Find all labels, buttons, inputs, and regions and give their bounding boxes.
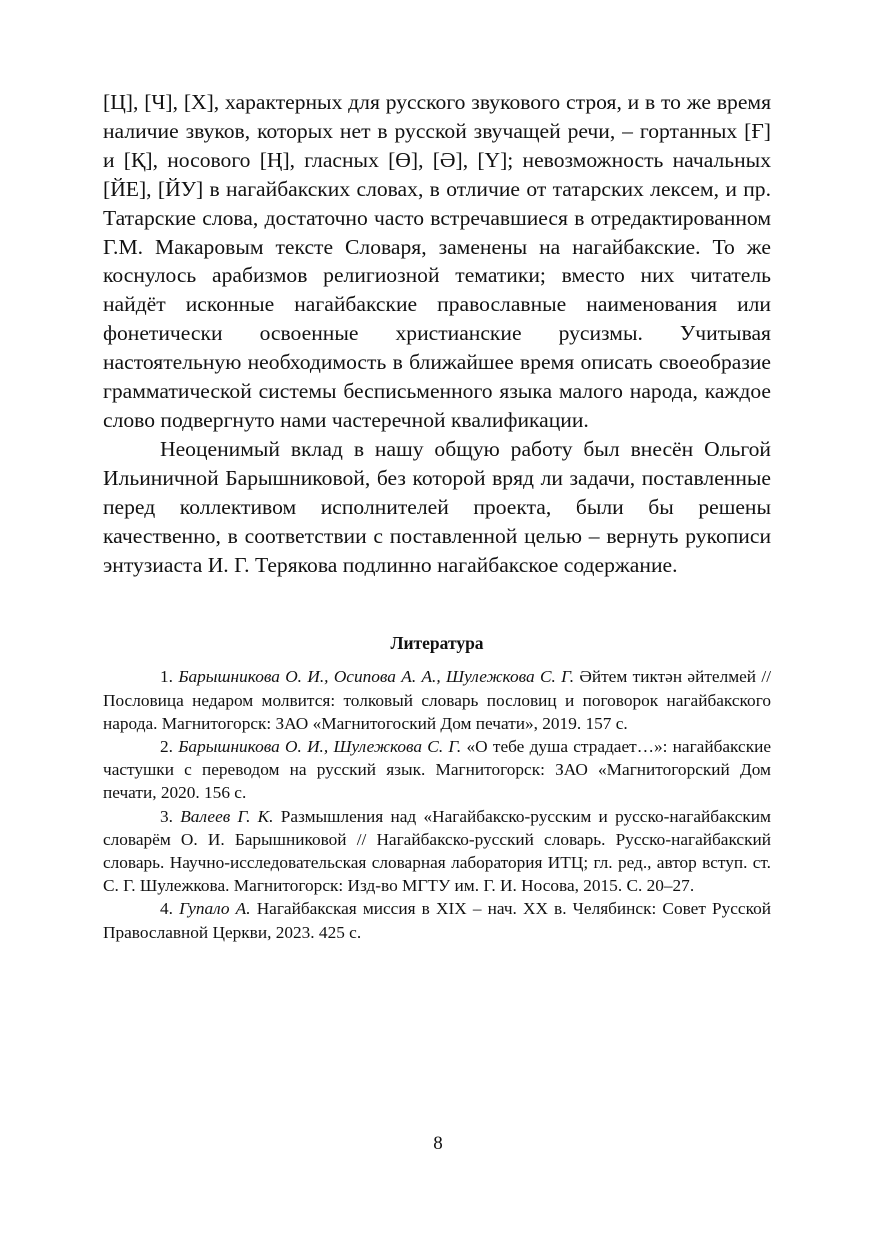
body-paragraph-acknowledgement: Неоценимый вклад в нашу общую работу был внесён Ольгой Ильиничной Барышниковой, без которой вряд ли задачи, поставленные перед коллективом исполнителей проекта, были бы решены качественно, в соответствии с поставленной целью – вернуть рукописи энтузиаста И. Г. Терякова подлинно нагайбакское содержание. [103, 436, 771, 577]
reference-authors: Барышникова О. И., Шулежкова С. Г. [178, 737, 462, 757]
reference-item [103, 897, 771, 943]
reference-item [103, 665, 771, 735]
references-heading: Литература [390, 633, 484, 654]
reference-text: Нагайбакская миссия в XIX – нач. XX в. Челябинск: Совет Русской Православной Церкви, 2023. 425 с. [103, 899, 772, 942]
reference-number: 1. [160, 667, 173, 687]
reference-text: Әйтем тиктән әйтелмей // Пословица недаром молвится: толковый словарь пословиц и поговорок нагайбакского народа. Магнитогорск: ЗАО «Магнитогоский Дом печати», 2019. 157 с. [103, 667, 772, 733]
reference-authors: Барышникова О. И., Осипова А. А., Шулежкова С. Г. [178, 667, 575, 687]
body-paragraph-continued: [Ц], [Ч], [Х], характерных для русского звукового строя, и в то же время наличие звуков, которых нет в русской звучащей речи, – гортанных [Ғ] и [Қ], носового [Ң], гласных [Ө], [Ә], [Ү]; невозможность начальных [ЙЕ], [ЙУ] в нагайбакских словах, в отличие от татарских лексем, и пр. Татарские слова, достаточно часто встречавшиеся в отредактированном Г.М. Макаровым тексте Словаря, заменены на нагайбакские. То же коснулось арабизмов религиозной тематики; вместо них читатель найдёт исконные нагайбакские православные наименования или фонетически освоенные христианские русизмы. Учитывая настоятельную необходимость в ближайшее время описать своеобразие грамматической системы бесписьменного языка малого народа, каждое слово подвергнуто нами частеречной квалификации. [103, 90, 771, 432]
reference-authors: Гупало А. [179, 899, 251, 919]
reference-text: «О тебе душа страдает…»: нагайбакские частушки с переводом на русский язык. Магнитогорск: ЗАО «Магнитогорский Дом печати, 2020. 156 с. [103, 737, 772, 803]
reference-number: 2. [160, 737, 173, 757]
reference-number: 3. [160, 806, 173, 826]
reference-authors: Валеев Г. К. [180, 806, 274, 826]
reference-item [103, 805, 771, 898]
page-number: 8 [433, 1133, 443, 1154]
references-list [103, 665, 771, 943]
reference-text: Размышления над «Нагайбакско-русским и русско-нагайбакским словарём О. И. Барышниковой // Нагайбакско-русский словарь. Русско-нагайбакский словарь. Научно-исследовательская словарная лаборатория ИТЦ; гл. ред., автор вступ. ст. С. Г. Шулежкова. Магнитогорск: Изд-во МГТУ им. Г. И. Носова, 2015. С. 20–27. [103, 806, 771, 896]
reference-number: 4. [160, 899, 173, 919]
reference-item [103, 735, 771, 805]
page-content [103, 88, 771, 944]
